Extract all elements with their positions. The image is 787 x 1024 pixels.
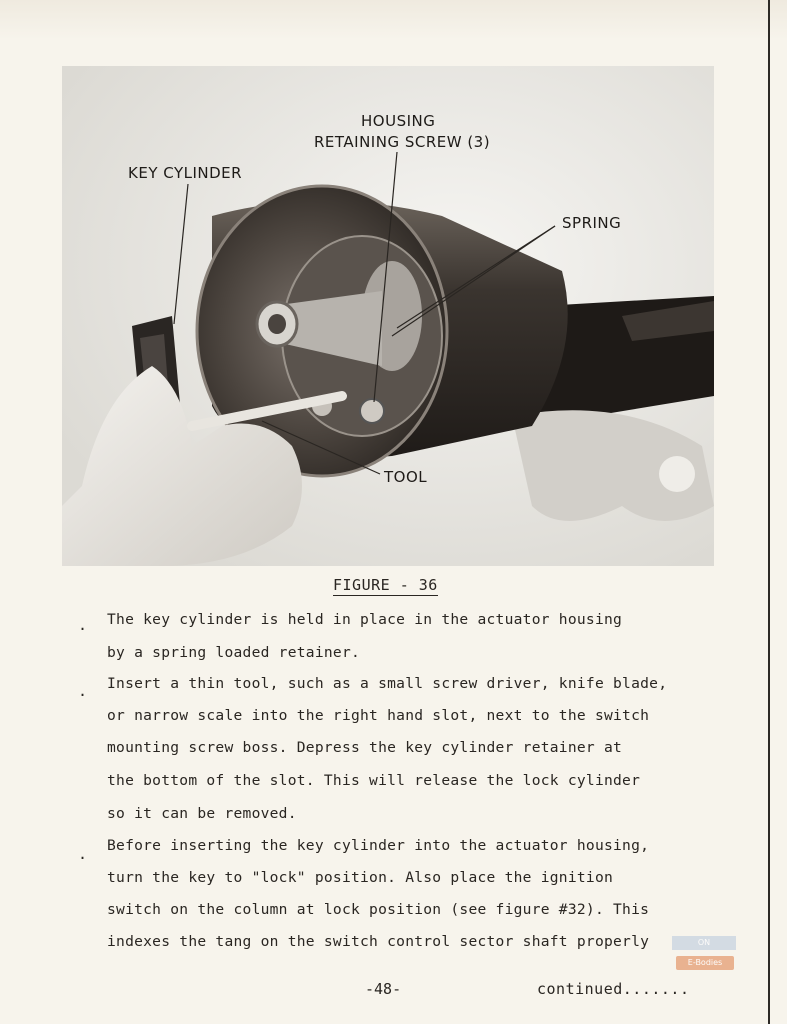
callout-key-cylinder: KEY CYLINDER [128,164,243,182]
callout-tool: TOOL [384,468,428,486]
text-line-3: Insert a thin tool, such as a small screw driver, knife blade, [107,675,668,692]
callout-housing-line2: RETAINING SCREW (3) [314,133,491,151]
page-number: -48- [365,980,402,998]
bullet-3: . [78,845,88,863]
site-watermark [672,936,736,972]
page-edge-line [768,0,770,1024]
bullet-1: . [78,616,88,634]
bullet-2: . [78,682,88,700]
callout-housing-line1: HOUSING [361,112,436,130]
watermark-top: ON [672,936,736,950]
text-line-9: turn the key to "lock" position. Also place the ignition [107,869,614,886]
figure-caption: FIGURE - 36 [333,576,438,594]
text-line-7: so it can be removed. [107,805,297,822]
text-line-6: the bottom of the slot. This will release the lock cylinder [107,772,641,789]
text-line-8: Before inserting the key cylinder into the actuator housing, [107,837,650,854]
text-line-1: The key cylinder is held in place in the actuator housing [107,611,623,628]
text-line-4: or narrow scale into the right hand slot, next to the switch [107,707,650,724]
text-line-10: switch on the column at lock position (see figure #32). This [107,901,650,918]
continued-note: continued....... [537,980,690,998]
watermark-logo: E-Bodies [676,956,734,970]
text-line-5: mounting screw boss. Depress the key cylinder retainer at [107,739,623,756]
text-line-2: by a spring loaded retainer. [107,644,361,661]
page-top-shading [0,0,787,40]
text-line-11: indexes the tang on the switch control sector shaft properly [107,933,650,950]
figure-photo [62,66,714,566]
callout-spring: SPRING [562,214,622,232]
